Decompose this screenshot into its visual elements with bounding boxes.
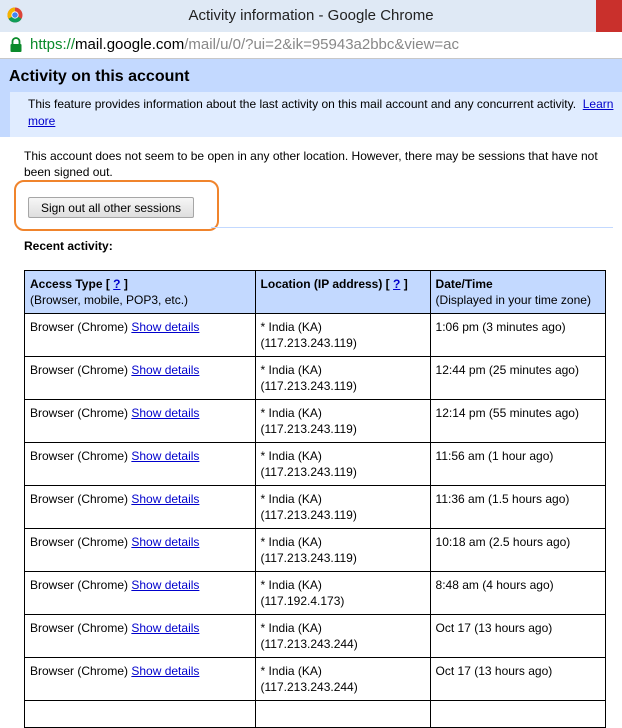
location: * India (KA) (260, 363, 322, 377)
table-row (25, 615, 606, 658)
location-help-link[interactable]: ? (393, 277, 401, 291)
location: * India (KA) (260, 320, 322, 334)
url-scheme: https:// (30, 36, 76, 53)
location: * India (KA) (260, 449, 322, 463)
ip-address: (117.213.243.244) (260, 680, 358, 694)
access-type-cell (25, 314, 256, 357)
show-details-link[interactable]: Show details (131, 363, 200, 377)
ip-address: (117.213.243.119) (260, 379, 357, 393)
table-row (25, 486, 606, 529)
location-cell (255, 658, 430, 701)
header-bracket: ] (403, 277, 408, 291)
show-details-link[interactable]: Show details (131, 320, 200, 334)
header-title: Date/Time (435, 277, 493, 291)
access-type-cell (25, 443, 256, 486)
ip-address: (117.213.243.119) (260, 422, 357, 436)
header-bracket: ] (123, 277, 128, 291)
access-type-cell (25, 658, 256, 701)
table-row (25, 443, 606, 486)
date-time: 11:56 am (1 hour ago) (435, 449, 554, 463)
header-description (28, 96, 618, 130)
date-time: 12:44 pm (25 minutes ago) (435, 363, 579, 377)
table-row (25, 400, 606, 443)
window-title: Activity information - Google Chrome (188, 7, 434, 24)
location: * India (KA) (260, 578, 322, 592)
header-access-type (25, 271, 256, 314)
access-type: Browser (Chrome) (30, 363, 129, 377)
page-header (0, 59, 622, 137)
access-type: Browser (Chrome) (30, 578, 129, 592)
page-title: Activity on this account (9, 68, 190, 85)
main-content (0, 137, 622, 696)
location: * India (KA) (260, 406, 322, 420)
address-bar[interactable] (0, 32, 622, 59)
table-row (25, 357, 606, 400)
location-cell (255, 357, 430, 400)
date-time: 10:18 am (2.5 hours ago) (435, 535, 571, 549)
show-details-link[interactable]: Show details (131, 535, 200, 549)
access-type-cell (25, 572, 256, 615)
access-type-cell (25, 701, 256, 728)
location-cell (255, 701, 430, 728)
header-location (255, 271, 430, 314)
activity-table (24, 270, 606, 728)
date-time: 1:06 pm (3 minutes ago) (435, 320, 566, 334)
access-type: Browser (Chrome) (30, 664, 129, 678)
recent-activity-label: Recent activity: (24, 239, 113, 253)
date-time: 11:36 am (1.5 hours ago) (435, 492, 570, 506)
location: * India (KA) (260, 535, 322, 549)
date-time-cell (430, 701, 605, 728)
date-time-cell (430, 357, 605, 400)
url-path: /mail/u/0/?ui=2&ik=95943a2bbc&view=ac (184, 36, 460, 53)
url-text[interactable] (30, 36, 459, 53)
show-details-link[interactable]: Show details (131, 578, 200, 592)
location-cell (255, 400, 430, 443)
table-row (25, 658, 606, 701)
url-host: mail.google.com (75, 36, 185, 53)
date-time-cell (430, 572, 605, 615)
date-time: Oct 17 (13 hours ago) (435, 664, 553, 678)
date-time: 12:14 pm (55 minutes ago) (435, 406, 579, 420)
date-time: Oct 17 (13 hours ago) (435, 621, 553, 635)
date-time-cell (430, 443, 605, 486)
ip-address: (117.213.243.119) (260, 465, 357, 479)
date-time-cell (430, 486, 605, 529)
ip-address: (117.213.243.119) (260, 551, 357, 565)
header-title: Access Type [ (30, 277, 110, 291)
ip-address: (117.192.4.173) (260, 594, 345, 608)
date-time: 8:48 am (4 hours ago) (435, 578, 554, 592)
show-details-link[interactable]: Show details (131, 449, 200, 463)
header-date-time (430, 271, 605, 314)
close-window-button[interactable] (596, 0, 622, 32)
location-cell (255, 486, 430, 529)
ip-address: (117.213.243.119) (260, 336, 357, 350)
access-type: Browser (Chrome) (30, 406, 129, 420)
access-type-cell (25, 486, 256, 529)
location: * India (KA) (260, 621, 322, 635)
date-time-cell (430, 400, 605, 443)
date-time-cell (430, 314, 605, 357)
lock-icon (9, 37, 23, 53)
ip-address: (117.213.243.119) (260, 508, 357, 522)
access-type-cell (25, 529, 256, 572)
access-type-help-link[interactable]: ? (113, 277, 121, 291)
show-details-link[interactable]: Show details (131, 406, 200, 420)
header-subtitle: (Browser, mobile, POP3, etc.) (30, 293, 189, 307)
date-time-cell (430, 529, 605, 572)
location: * India (KA) (260, 664, 322, 678)
header-description-box (10, 92, 622, 137)
show-details-link[interactable]: Show details (131, 492, 200, 506)
access-type-cell (25, 400, 256, 443)
table-row (25, 572, 606, 615)
divider (211, 227, 613, 228)
header-subtitle: (Displayed in your time zone) (435, 293, 591, 307)
access-type: Browser (Chrome) (30, 492, 129, 506)
table-row (25, 701, 606, 728)
access-type-cell (25, 357, 256, 400)
access-type: Browser (Chrome) (30, 320, 129, 334)
ip-address: (117.213.243.244) (260, 637, 358, 651)
table-row (25, 529, 606, 572)
access-type: Browser (Chrome) (30, 449, 129, 463)
location-cell (255, 615, 430, 658)
access-type: Browser (Chrome) (30, 535, 129, 549)
header-title: Location (IP address) [ (260, 277, 390, 291)
location-cell (255, 314, 430, 357)
sessions-notice: This account does not seem to be open in any other location. However, there may be sessions that have not been signed out. (24, 149, 598, 179)
window-titlebar[interactable] (0, 0, 622, 32)
location: * India (KA) (260, 492, 322, 506)
table-header-row (25, 271, 606, 314)
access-type: Browser (Chrome) (30, 621, 129, 635)
access-type-cell (25, 615, 256, 658)
date-time-cell (430, 615, 605, 658)
date-time-cell (430, 658, 605, 701)
location-cell (255, 443, 430, 486)
location-cell (255, 572, 430, 615)
show-details-link[interactable]: Show details (131, 621, 200, 635)
learn-more-link[interactable]: Learn more (28, 97, 614, 128)
description-text: This feature provides information about the last activity on this mail account and any concurrent activity. (28, 97, 577, 111)
location-cell (255, 529, 430, 572)
table-row (25, 314, 606, 357)
show-details-link[interactable]: Show details (131, 664, 200, 678)
sign-out-all-sessions-button[interactable]: Sign out all other sessions (28, 197, 194, 218)
